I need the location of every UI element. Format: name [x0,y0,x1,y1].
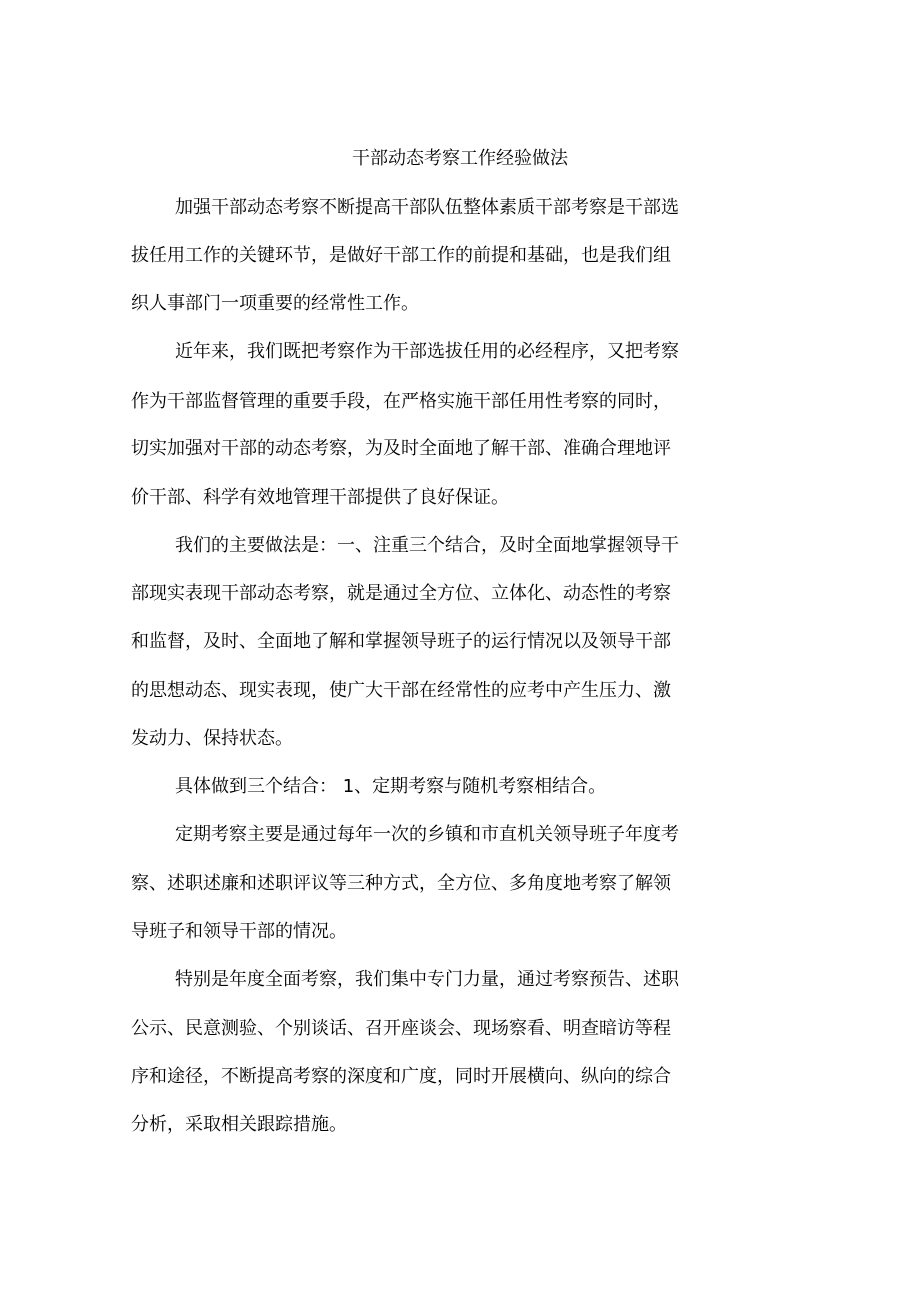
paragraph-line: 加强干部动态考察不断提高干部队伍整体素质干部考察是干部选 [175,197,679,218]
paragraph-line: 公示、民意测验、个别谈话、召开座谈会、现场察看、明查暗访等程 [131,1018,671,1039]
paragraph-line: 拔任用工作的关键环节，是做好干部工作的前提和基础，也是我们组 [131,245,671,266]
paragraph-line: 的思想动态、现实表现，使广大干部在经常性的应考中产生压力、激 [131,680,671,701]
paragraph-line: 导班子和领导干部的情况。 [131,921,347,942]
paragraph-line: 分析，采取相关跟踪措施。 [131,1114,347,1135]
paragraph-line: 织人事部门一项重要的经常性工作。 [131,293,419,314]
paragraph-line: 近年来，我们既把考察作为干部选拔任用的必经程序，又把考察 [175,341,679,362]
paragraph-line: 察、述职述廉和述职评议等三种方式，全方位、多角度地考察了解领 [131,873,671,894]
document-title: 干部动态考察工作经验做法 [352,148,568,169]
paragraph-line: 和监督，及时、全面地了解和掌握领导班子的运行情况以及领导干部 [131,631,671,652]
paragraph-line: 具体做到三个结合： 1、定期考察与随机考察相结合。 [175,776,607,797]
paragraph-line: 序和途径，不断提高考察的深度和广度，同时开展横向、纵向的综合 [131,1066,671,1087]
paragraph-line: 我们的主要做法是：一、注重三个结合，及时全面地掌握领导干 [175,535,679,556]
paragraph-line: 定期考察主要是通过每年一次的乡镇和市直机关领导班子年度考 [175,824,679,845]
paragraph-line: 发动力、保持状态。 [131,728,293,749]
paragraph-line: 价干部、科学有效地管理干部提供了良好保证。 [131,487,509,508]
paragraph-line: 特别是年度全面考察，我们集中专门力量，通过考察预告、述职 [175,969,679,990]
paragraph-line: 切实加强对干部的动态考察，为及时全面地了解干部、准确合理地评 [131,438,671,459]
paragraph-line: 作为干部监督管理的重要手段，在严格实施干部任用性考察的同时， [131,391,671,412]
paragraph-line: 部现实表现干部动态考察，就是通过全方位、立体化、动态性的考察 [131,583,671,604]
